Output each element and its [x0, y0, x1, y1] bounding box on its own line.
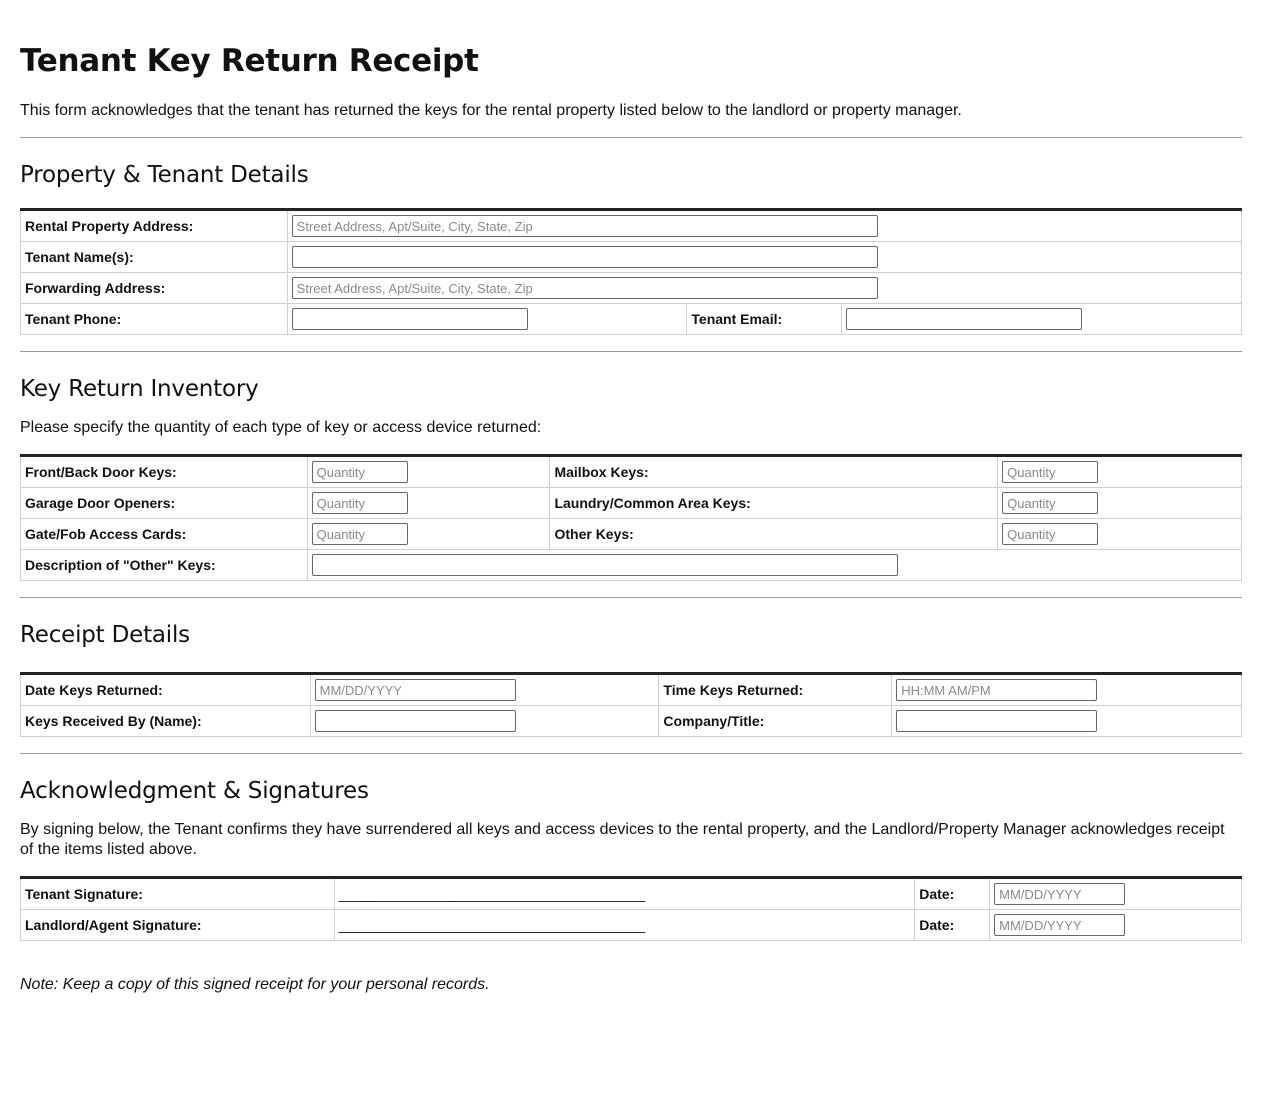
email-label: Tenant Email:	[687, 304, 842, 335]
table-row	[21, 304, 1242, 335]
section-heading-signatures: Acknowledgment & Signatures	[20, 778, 369, 804]
mailbox-qty-input[interactable]	[1002, 461, 1098, 483]
divider	[20, 351, 1242, 352]
property-tenant-table	[20, 208, 1242, 335]
landlord-date-input[interactable]	[994, 914, 1125, 936]
tenant-date-label: Date:	[915, 878, 990, 910]
date-returned-input[interactable]	[315, 679, 516, 701]
table-row	[21, 210, 1242, 242]
tenant-date-input[interactable]	[994, 883, 1125, 905]
receipt-details-table	[20, 672, 1242, 737]
landlord-signature-line[interactable]: __________________________________________	[338, 917, 645, 933]
other-qty-input[interactable]	[1002, 523, 1098, 545]
front-back-qty-input[interactable]	[312, 461, 408, 483]
divider	[20, 753, 1242, 754]
section-heading-receipt: Receipt Details	[20, 622, 190, 648]
intro-text: This form acknowledges that the tenant has returned the keys for the rental property listed below to the landlord or property manager.	[20, 102, 962, 119]
other-desc-label: Description of "Other" Keys:	[21, 550, 308, 581]
time-returned-label: Time Keys Returned:	[659, 674, 892, 706]
landlord-signature-label: Landlord/Agent Signature:	[21, 910, 335, 941]
signatures-table	[20, 876, 1242, 941]
table-row	[21, 550, 1242, 581]
tenant-signature-line[interactable]: __________________________________________	[338, 886, 645, 902]
tenant-email-input[interactable]	[846, 308, 1082, 330]
tenant-name-input[interactable]	[292, 246, 878, 268]
company-title-input[interactable]	[896, 710, 1097, 732]
landlord-date-label: Date:	[915, 910, 990, 941]
divider	[20, 597, 1242, 598]
section-heading-property: Property & Tenant Details	[20, 162, 309, 188]
received-by-label: Keys Received By (Name):	[21, 706, 311, 737]
garage-qty-input[interactable]	[312, 492, 408, 514]
other-desc-input[interactable]	[312, 554, 898, 576]
front-back-label: Front/Back Door Keys:	[21, 456, 308, 488]
gate-label: Gate/Fob Access Cards:	[21, 519, 308, 550]
company-label: Company/Title:	[659, 706, 892, 737]
table-row	[21, 910, 1242, 941]
table-row	[21, 878, 1242, 910]
laundry-label: Laundry/Common Area Keys:	[550, 488, 998, 519]
garage-label: Garage Door Openers:	[21, 488, 308, 519]
tenant-name-label: Tenant Name(s):	[21, 242, 288, 273]
tenant-phone-input[interactable]	[292, 308, 528, 330]
address-label: Rental Property Address:	[21, 210, 288, 242]
inventory-instruction: Please specify the quantity of each type of key or access device returned:	[20, 419, 542, 436]
forwarding-address-input[interactable]	[292, 277, 878, 299]
table-row	[21, 519, 1242, 550]
acknowledgment-text: By signing below, the Tenant confirms they have surrendered all keys and access devices to the rental property, and the Landlord/Property Manager acknowledges receipt of the items listed above.	[20, 821, 1225, 858]
table-row	[21, 706, 1242, 737]
received-by-input[interactable]	[315, 710, 516, 732]
table-row	[21, 242, 1242, 273]
time-returned-input[interactable]	[896, 679, 1097, 701]
section-heading-inventory: Key Return Inventory	[20, 376, 259, 402]
divider	[20, 137, 1242, 138]
mailbox-label: Mailbox Keys:	[550, 456, 998, 488]
table-row	[21, 456, 1242, 488]
page-title: Tenant Key Return Receipt	[20, 43, 479, 79]
forwarding-label: Forwarding Address:	[21, 273, 288, 304]
records-note: Note: Keep a copy of this signed receipt for your personal records.	[20, 976, 490, 993]
laundry-qty-input[interactable]	[1002, 492, 1098, 514]
date-returned-label: Date Keys Returned:	[21, 674, 311, 706]
other-label: Other Keys:	[550, 519, 998, 550]
gate-qty-input[interactable]	[312, 523, 408, 545]
rental-address-input[interactable]	[292, 215, 878, 237]
table-row	[21, 273, 1242, 304]
key-inventory-table	[20, 454, 1242, 581]
tenant-signature-label: Tenant Signature:	[21, 878, 335, 910]
table-row	[21, 488, 1242, 519]
phone-label: Tenant Phone:	[21, 304, 288, 335]
table-row	[21, 674, 1242, 706]
